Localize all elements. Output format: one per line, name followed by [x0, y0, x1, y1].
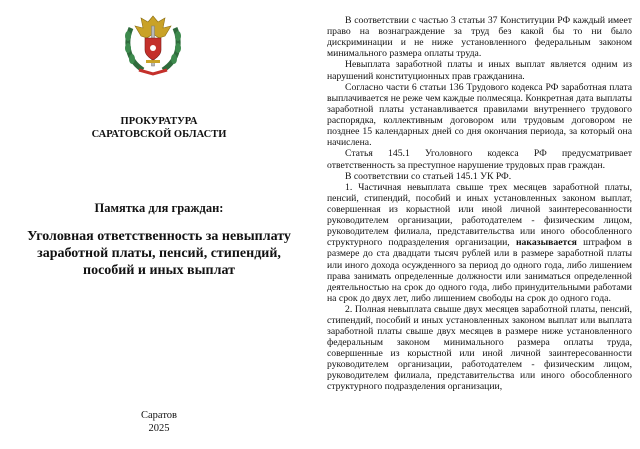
paragraph-violation: Невыплата заработной платы и иных выплат является одним из нарушений конституционных прав гражданина. — [327, 59, 632, 82]
org-name-line1: ПРОКУРАТУРА — [120, 116, 198, 127]
paragraph-part-1 — [327, 182, 632, 304]
punishment-keyword: наказывается — [515, 237, 577, 249]
prosecutor-emblem-icon — [117, 8, 189, 80]
part-1-text-b: штрафом в размере до ста двадцати тысяч рублей или в размере заработной платы или иного дохода осужденного за период до одного года, либо лишением права занимать определенные должности или заниматься определенной деятельностью на срок до одного года, либо принудительными работами на срок до двух лет, либо лишением свободы на срок до одного года. — [327, 237, 632, 304]
paragraph-labor-code: Согласно части 6 статьи 136 Трудового кодекса РФ заработная плата выплачивается не реже чем каждые полмесяца. Конкретная дата выплаты заработной платы устанавливается правилами внутреннего трудового распорядка, коллективным договором или трудовым договором не позднее 15 календарных дней со дня окончания периода, за который она начислена. — [327, 81, 632, 149]
city-label: Саратов — [141, 410, 177, 421]
document-title: Уголовная ответственность за невыплату заработной платы, пенсий, стипендий, пособий и иных выплат — [27, 229, 291, 278]
paragraph-criminal-code: Статья 145.1 Уголовного кодекса РФ предусматривает ответственность за преступное нарушение трудовых прав граждан. — [327, 148, 632, 171]
paragraph-part-2: 2. Полная невыплата свыше двух месяцев заработной платы, пенсий, стипендий, пособий и иных установленных законом выплат или выплата заработной платы свыше двух месяцев в размере ниже установленного федеральным законом минимального размера оплаты труда, совершенные из корыстной или иной личной заинтересованности руководителем организации, работодателем - физическим лицом, руководителем филиала, представительства или иного обособленного структурного подразделения организации, — [327, 304, 632, 393]
cover-panel — [0, 0, 318, 449]
paragraph-article-intro: В соответствии со статьей 145.1 УК РФ. — [345, 170, 512, 182]
org-name-line2: САРАТОВСКОЙ ОБЛАСТИ — [91, 129, 227, 140]
paragraph-constitution: В соответствии с частью 3 статьи 37 Конституции РФ каждый имеет право на вознаграждение за труд без какой бы то ни было дискриминации и не ниже установленного федеральным законом минимального размера оплаты труда. — [327, 15, 632, 60]
body-text-column — [327, 15, 632, 393]
memo-heading: Памятка для граждан: — [94, 201, 224, 215]
year-label: 2025 — [148, 423, 170, 434]
part-1-text-a: 1. Частичная невыплата свыше трех месяцев заработной платы, пенсий, стипендий, пособий и иных установленных законом выплат, совершенная из корыстной или иной личной заинтересованности руководителем организации, работодателем - физическим лицом, руководителем филиала, представительства или иного обособленного структурного подразделения организации, — [327, 182, 632, 249]
